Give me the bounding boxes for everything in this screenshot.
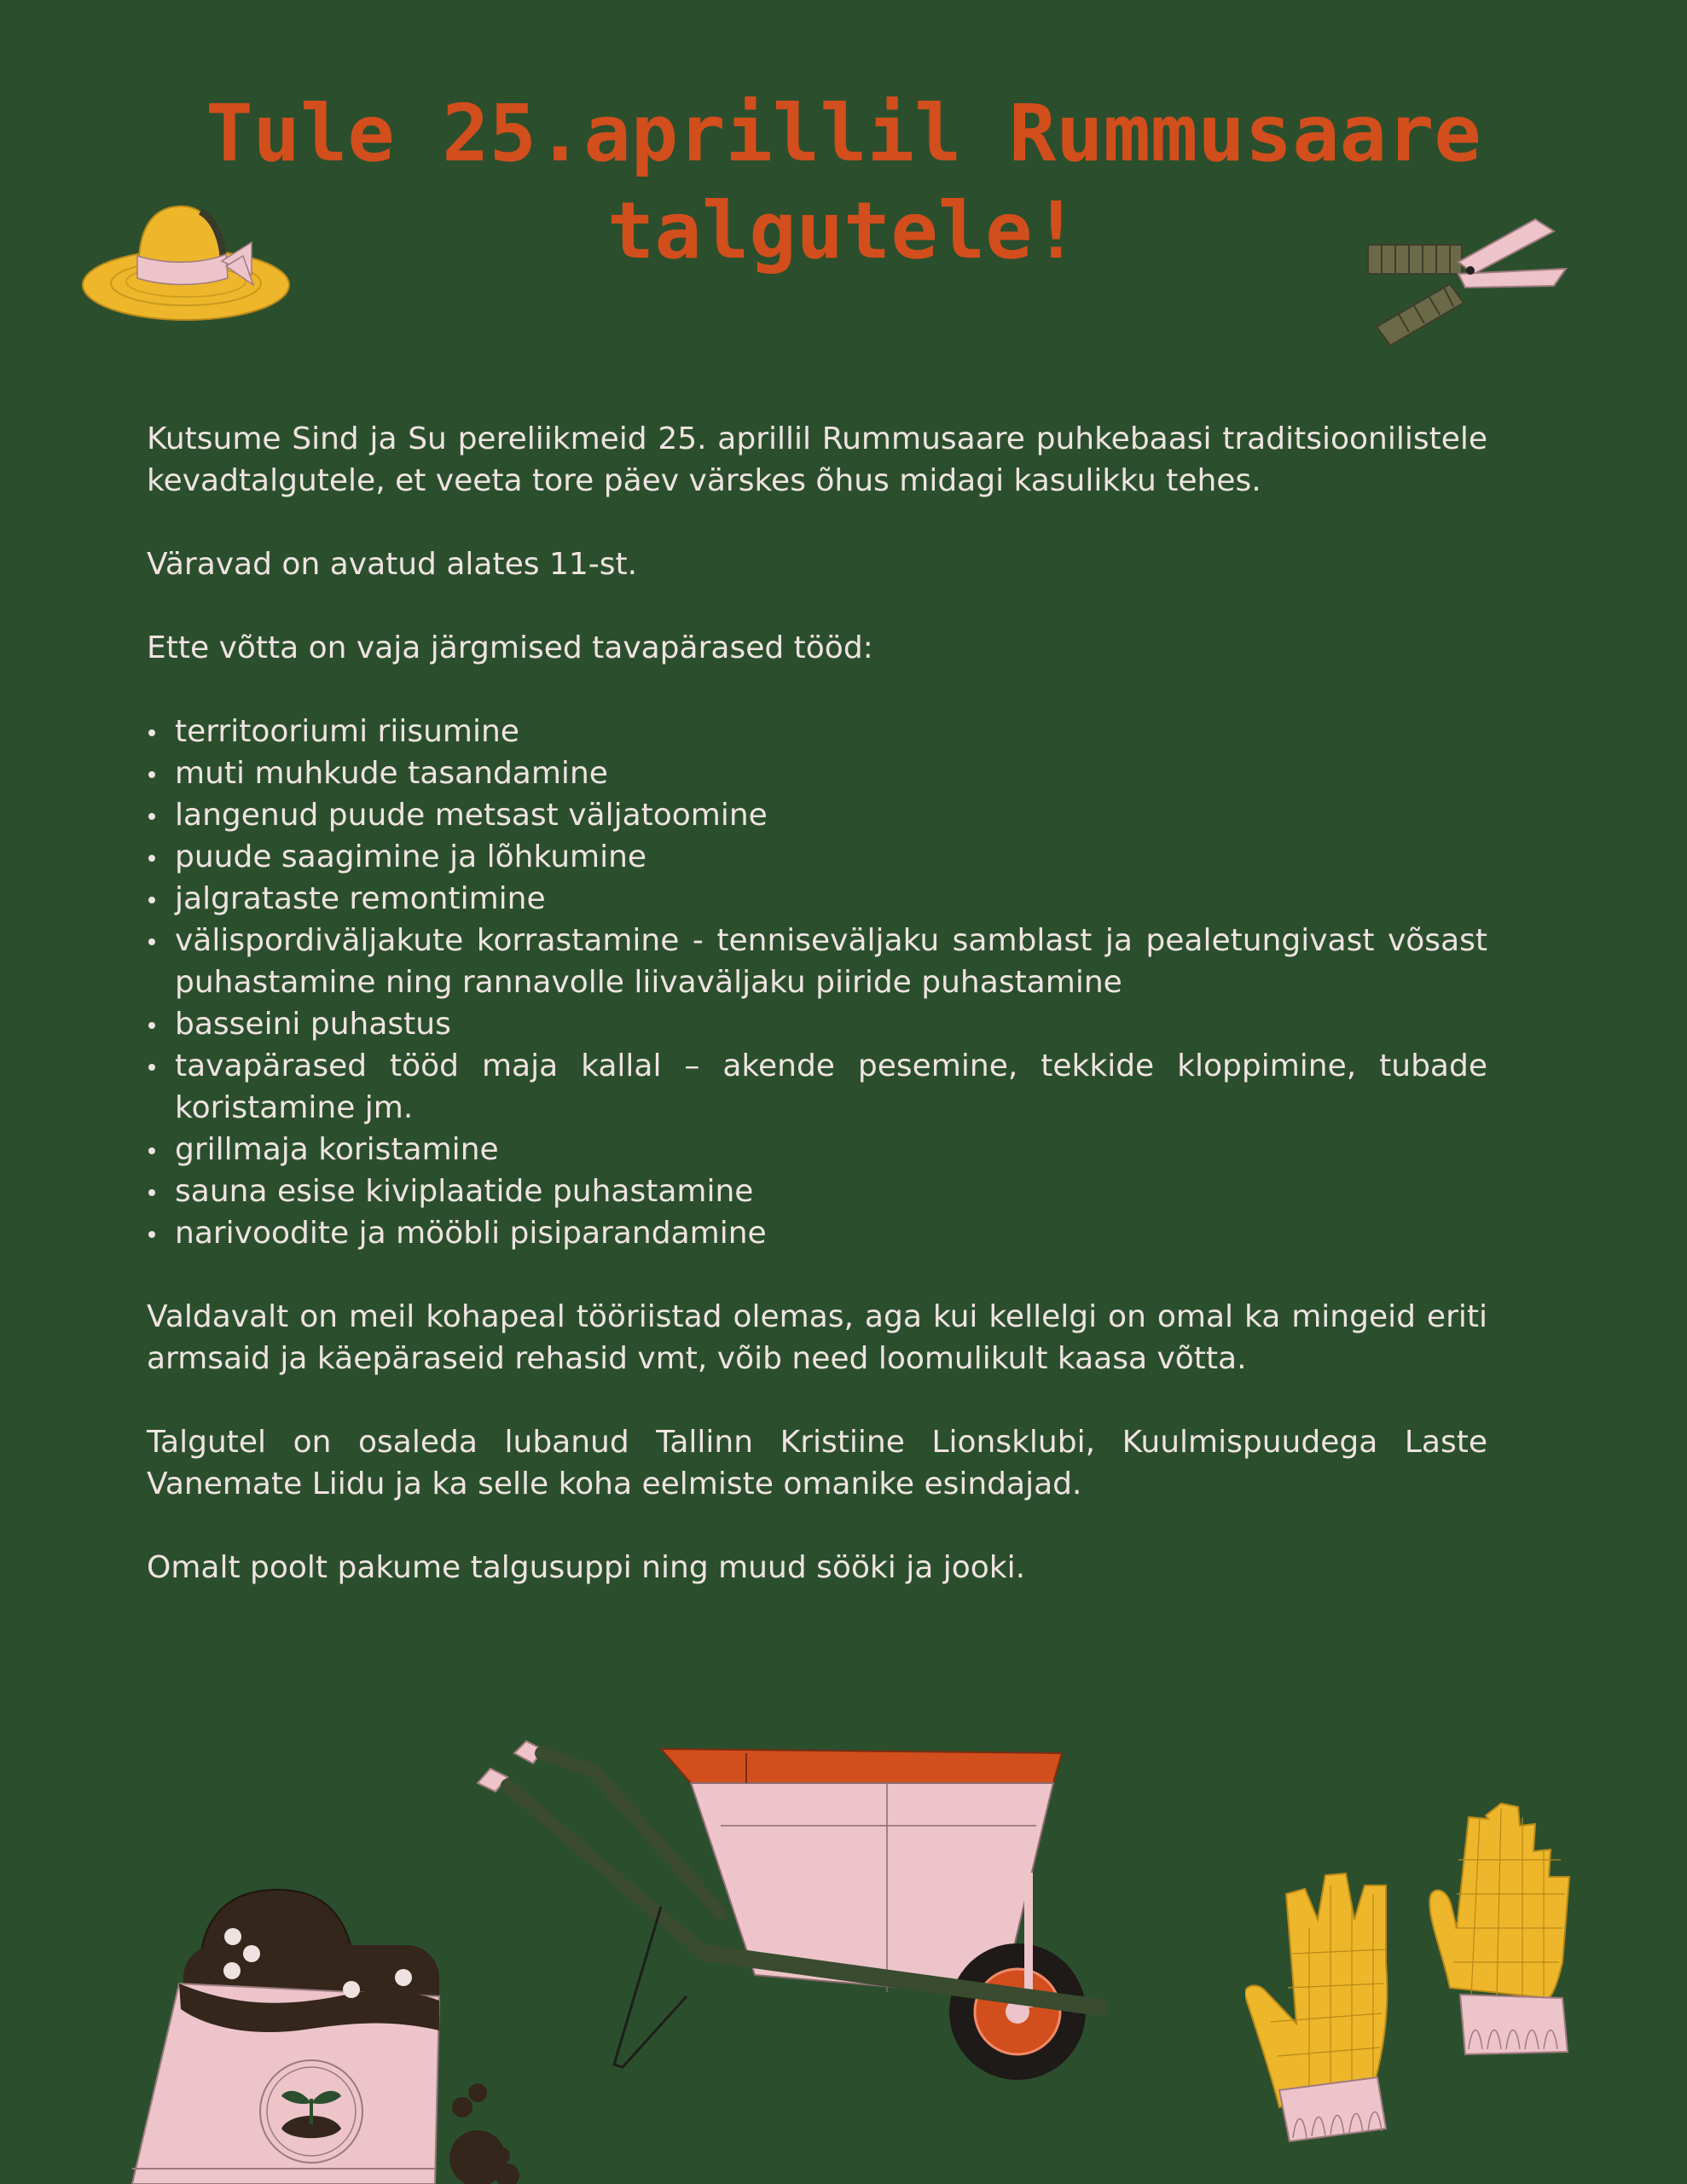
title-line-1: Tule 25.aprillil Rummusaare xyxy=(206,88,1481,179)
list-item: narivoodite ja mööbli pisiparandamine xyxy=(147,1212,1487,1254)
list-item: jalgrataste remontimine xyxy=(147,878,1487,920)
sun-hat-icon xyxy=(81,203,294,327)
list-item: sauna esise kiviplaatide puhastamine xyxy=(147,1170,1487,1212)
wheelbarrow-icon xyxy=(473,1736,1113,2086)
food-paragraph: Omalt poolt pakume talgusuppi ning muud sööki ja jooki. xyxy=(147,1550,1026,1585)
list-item: langenud puude metsast väljatoomine xyxy=(147,794,1487,836)
title-line-2: talgutele! xyxy=(607,185,1080,276)
tasks-intro-paragraph: Ette võtta on vaja järgmised tavapärased tööd: xyxy=(147,630,873,665)
gates-paragraph: Väravad on avatud alates 11-st. xyxy=(147,547,638,582)
list-item: muti muhkude tasandamine xyxy=(147,752,1487,794)
list-item: tavapärased tööd maja kallal – akende pesemine, tekkide kloppimine, tubade koristamine jm. xyxy=(147,1045,1487,1129)
tasks-list xyxy=(147,711,1487,1254)
list-item: puude saagimine ja lõhkumine xyxy=(147,836,1487,878)
partners-paragraph: Talgutel on osaleda lubanud Tallinn Kristiine Lionsklubi, Kuulmispuudega Laste Vanemate Liidu ja ka selle koha eelmiste omanike esindajad. xyxy=(147,1425,1487,1502)
pruning-shears-icon xyxy=(1365,218,1569,354)
gardening-gloves-icon xyxy=(1245,1800,1603,2146)
letter-body xyxy=(147,418,1487,1630)
list-item: basseini puhastus xyxy=(147,1003,1487,1045)
tools-paragraph: Valdavalt on meil kohapeal tööriistad olemas, aga kui kellelgi on omal ka mingeid eriti armsaid ja käepäraseid rehasid vmt, võib need loomulikult kaasa võtta. xyxy=(147,1299,1487,1376)
list-item: territooriumi riisumine xyxy=(147,711,1487,752)
list-item: grillmaja koristamine xyxy=(147,1129,1487,1170)
intro-paragraph: Kutsume Sind ja Su pereliikmeid 25. aprillil Rummusaare puhkebaasi traditsioonilistele kevadtalgutele, et veeta tore päev värskes õhus midagi kasulikku tehes. xyxy=(147,421,1487,498)
list-item: välispordiväljakute korrastamine - tenniseväljaku samblast ja pealetungivast võsast puhastamine ning rannavolle liivaväljaku piiride puhastamine xyxy=(147,920,1487,1003)
